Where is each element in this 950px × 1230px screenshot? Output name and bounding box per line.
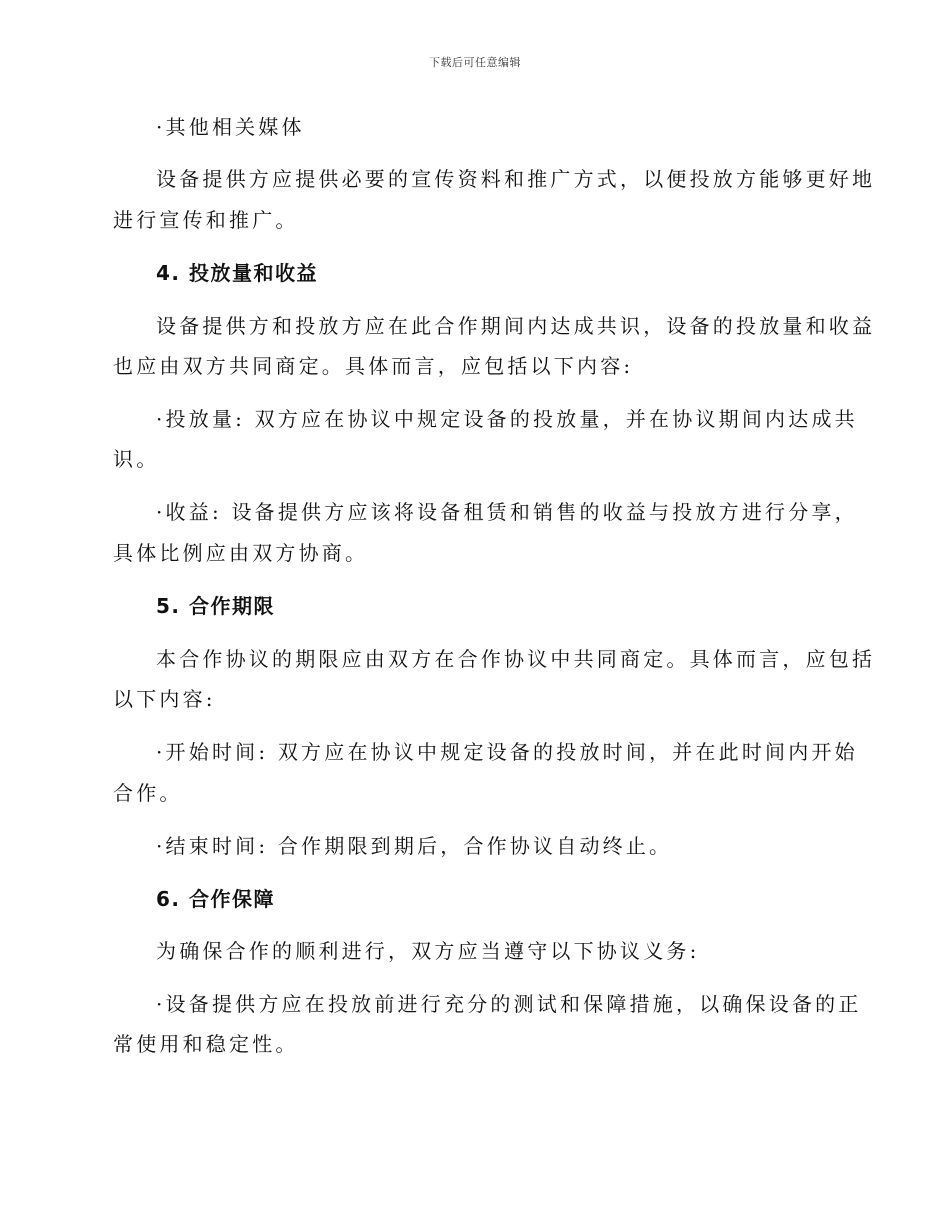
section-heading-4: 4. 投放量和收益 (156, 261, 318, 285)
bullet-start-time-line2: 合作。 (113, 781, 183, 805)
paragraph-volume-line2: 也应由双方共同商定。具体而言，应包括以下内容: (113, 354, 634, 378)
bullet-revenue-line2: 具体比例应由双方协商。 (113, 541, 369, 565)
bullet-testing-line1: ·设备提供方应在投放前进行充分的测试和保障措施，以确保设备的正 (156, 992, 862, 1016)
paragraph-guarantee: 为确保合作的顺利进行，双方应当遵守以下协议义务: (156, 939, 700, 963)
paragraph-term-line2: 以下内容: (113, 687, 216, 711)
paragraph-volume-line1: 设备提供方和投放方应在此合作期间内达成共识，设备的投放量和收益 (156, 314, 876, 338)
section-heading-6: 6. 合作保障 (156, 887, 275, 911)
bullet-other-media: ·其他相关媒体 (156, 115, 305, 139)
paragraph-promotion-line1: 设备提供方应提供必要的宣传资料和推广方式，以便投放方能够更好地 (156, 167, 876, 191)
bullet-volume-line2: 识。 (113, 447, 160, 471)
paragraph-promotion-line2: 进行宣传和推广。 (113, 208, 299, 232)
paragraph-term-line1: 本合作协议的期限应由双方在合作协议中共同商定。具体而言，应包括 (156, 647, 876, 671)
bullet-start-time-line1: ·开始时间: 双方应在协议中规定设备的投放时间，并在此时间内开始 (156, 740, 858, 764)
page-header: 下载后可任意编辑 (429, 56, 521, 69)
section-heading-5: 5. 合作期限 (156, 594, 275, 618)
bullet-end-time: ·结束时间: 合作期限到期后，合作协议自动终止。 (156, 834, 673, 858)
bullet-revenue-line1: ·收益: 设备提供方应该将设备租赁和销售的收益与投放方进行分享， (156, 500, 858, 524)
bullet-testing-line2: 常使用和稳定性。 (113, 1032, 299, 1056)
bullet-volume-line1: ·投放量: 双方应在协议中规定设备的投放量，并在协议期间内达成共 (156, 407, 858, 431)
